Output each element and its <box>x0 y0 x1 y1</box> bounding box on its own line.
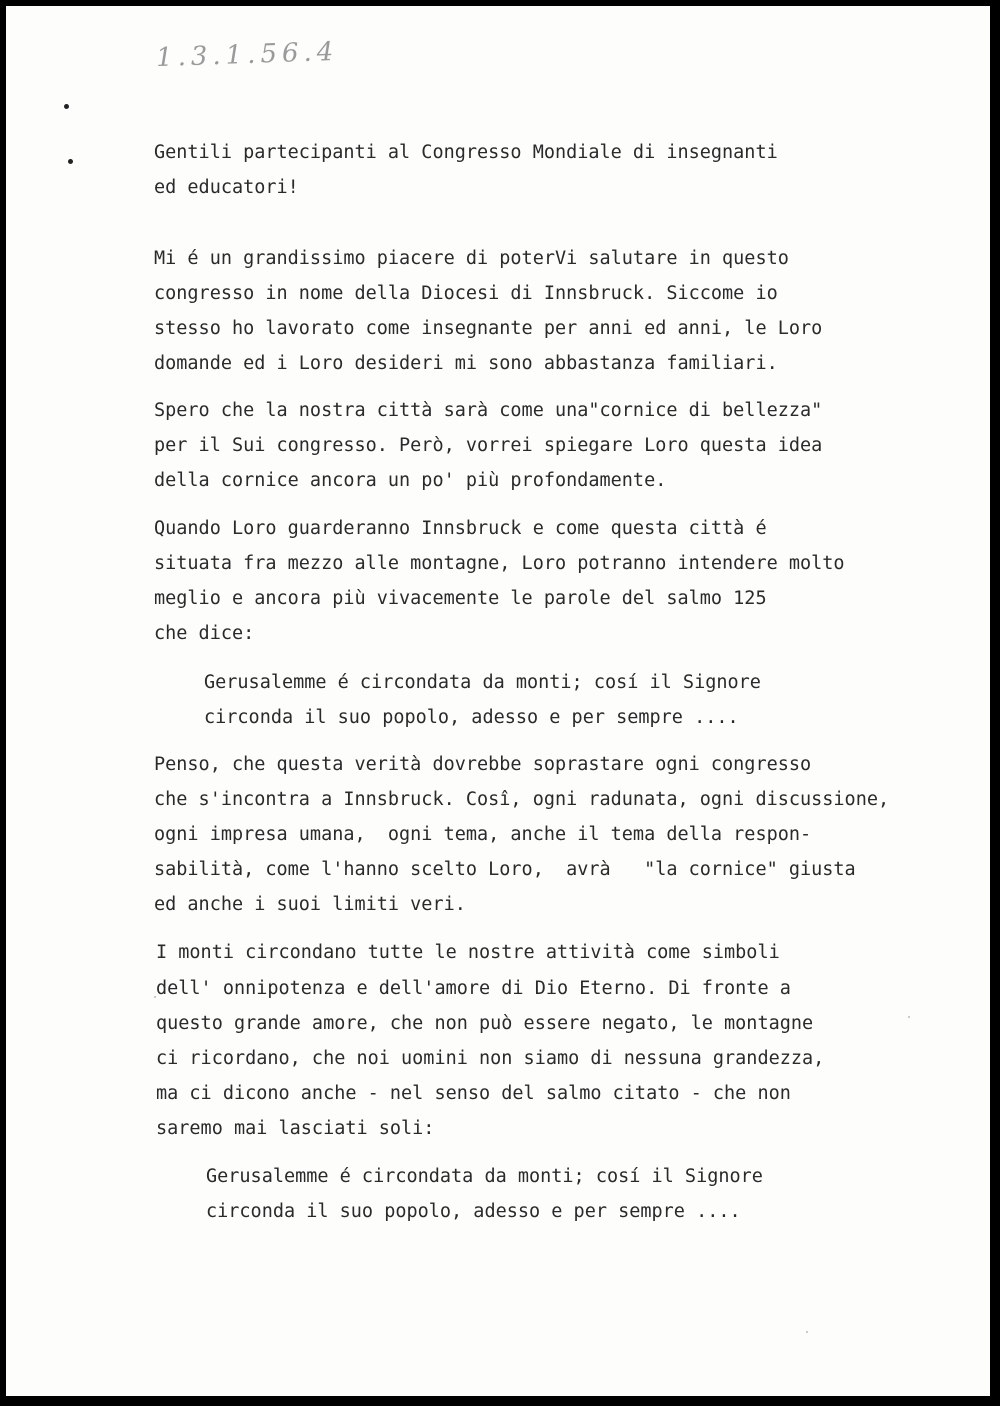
psalm-quote-line: circonda il suo popolo, adesso e per sempre .... <box>204 707 739 728</box>
paragraph-line: domande ed i Loro desideri mi sono abbastanza familiari. <box>154 353 778 374</box>
paragraph-line: sabilità, come l'hanno scelto Loro, avrà "la cornice" giusta <box>154 859 856 880</box>
paragraph-line: dell' onnipotenza e dell'amore di Dio Eterno. Di fronte a <box>156 978 791 999</box>
paragraph-line: meglio e ancora più vivacemente le parole del salmo 125 <box>154 588 767 609</box>
paragraph-line: I monti circondano tutte le nostre attività come simboli <box>156 942 780 963</box>
paragraph-line: per il Sui congresso. Però, vorrei spiegare Loro questa idea <box>154 435 823 456</box>
hole-punch-mark <box>64 104 69 109</box>
salutation-line: ed educatori! <box>154 177 299 198</box>
paragraph-line: ogni impresa umana, ogni tema, anche il tema della respon- <box>154 824 812 845</box>
paragraph-line: Spero che la nostra città sarà come una"cornice di bellezza" <box>154 400 823 421</box>
paragraph-line: che dice: <box>154 623 255 644</box>
paragraph-line: situata fra mezzo alle montagne, Loro potranno intendere molto <box>154 553 845 574</box>
psalm-quote-line: circonda il suo popolo, adesso e per sempre .... <box>206 1201 741 1222</box>
paragraph-line: che s'incontra a Innsbruck. Cosî, ogni radunata, ogni discussione, <box>154 789 890 810</box>
paragraph-line: congresso in nome della Diocesi di Innsbruck. Siccome io <box>154 283 778 304</box>
psalm-quote-line: Gerusalemme é circondata da monti; cosí il Signore <box>204 672 761 693</box>
paragraph-line: questo grande amore, che non può essere negato, le montagne <box>156 1013 814 1034</box>
psalm-quote-line: Gerusalemme é circondata da monti; cosí il Signore <box>206 1166 763 1187</box>
paragraph-line: della cornice ancora un po' più profondamente. <box>154 470 667 491</box>
paragraph-line: ci ricordano, che noi uomini non siamo di nessuna grandezza, <box>156 1048 825 1069</box>
paragraph-line: Penso, che questa verità dovrebbe soprastare ogni congresso <box>154 754 812 775</box>
paragraph-line: Quando Loro guarderanno Innsbruck e come questa città é <box>154 518 767 539</box>
paragraph-line: saremo mai lasciati soli: <box>156 1118 435 1139</box>
archive-reference-handwritten: 1.3.1.56.4 <box>155 36 339 74</box>
hole-punch-mark <box>68 159 73 164</box>
paragraph-line: stesso ho lavorato come insegnante per anni ed anni, le Loro <box>154 318 823 339</box>
paragraph-line: ma ci dicono anche - nel senso del salmo citato - che non <box>156 1083 791 1104</box>
paragraph-line: ed anche i suoi limiti veri. <box>154 894 466 915</box>
paragraph-line: Mi é un grandissimo piacere di poterVi salutare in questo <box>154 248 789 269</box>
paper-speck <box>806 1331 808 1333</box>
document-page <box>6 6 990 1396</box>
paper-speck <box>908 1016 910 1018</box>
salutation-line: Gentili partecipanti al Congresso Mondiale di insegnanti <box>154 142 778 163</box>
